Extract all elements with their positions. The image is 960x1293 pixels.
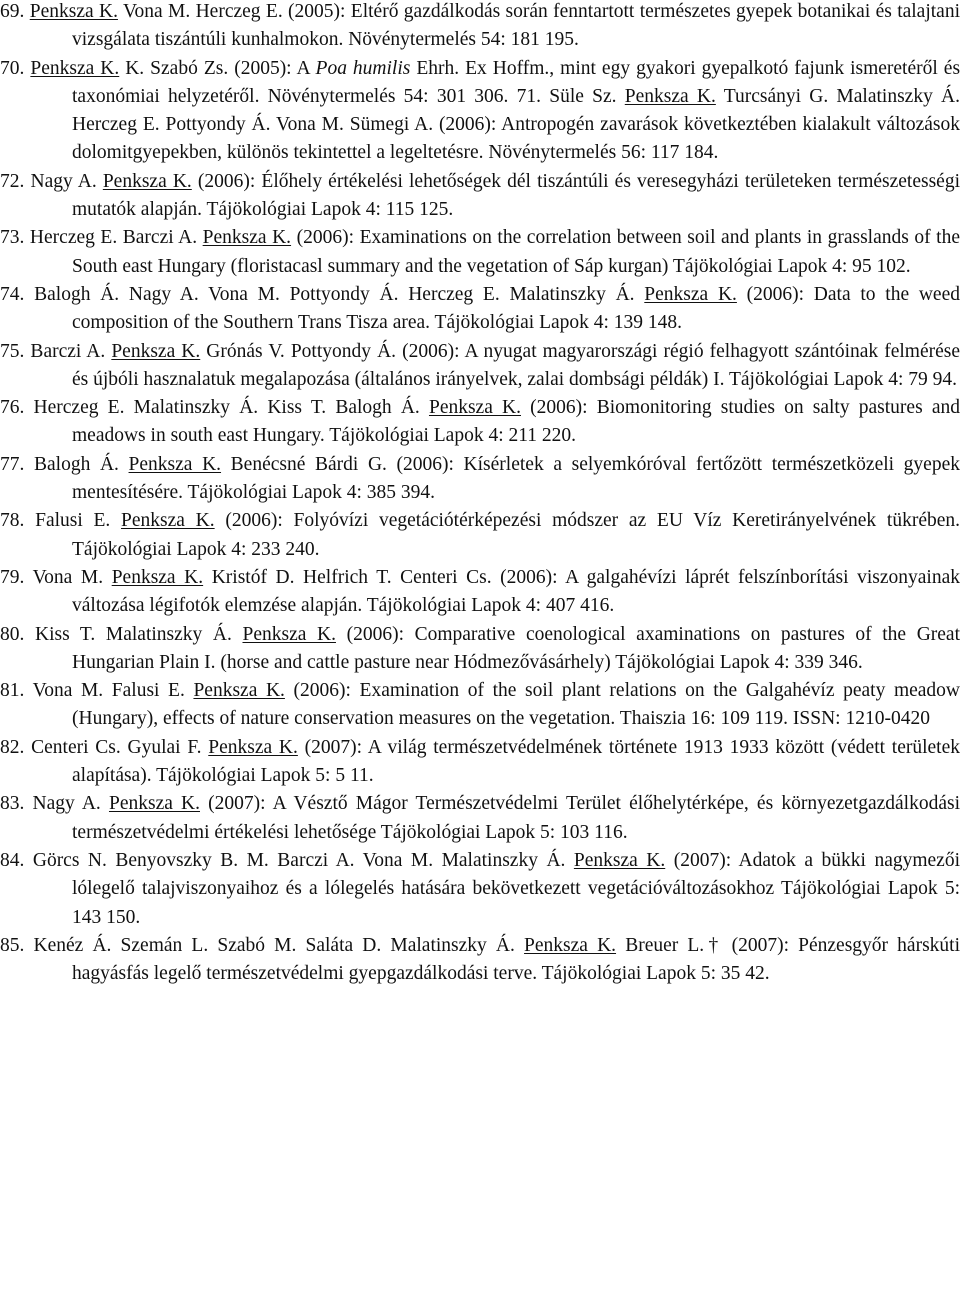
author-highlight: Penksza K. (573, 849, 666, 871)
reference-text: Ehrh. Ex Hoffm., mint egy gyakori gyepalkotó fajunk ismeretéről és taxonómiai helyzetéről. Növénytermelés 54: 301 306. 71. Süle Sz. (72, 57, 960, 107)
reference-text: (2006): Examinations on the correlation between soil and plants in grasslands of the South east Hungary (floristacasl summary and the vegetation of Sáp kurgan) Tájökológiai Lapok 4: 95 102. (72, 227, 960, 277)
author-highlight: Penksza K. (30, 57, 120, 79)
author-highlight: Penksza K. (524, 934, 617, 956)
reference-text: Vona M. (24, 566, 112, 588)
author-highlight: Penksza K. (428, 397, 521, 419)
author-highlight: Penksza K. (208, 736, 298, 758)
reference-entry (0, 621, 960, 678)
reference-text: Centeri Cs. Gyulai F. (24, 736, 209, 758)
reference-entry (0, 790, 960, 847)
reference-number: 69. (0, 1, 25, 22)
author-highlight: Penksza K. (193, 680, 285, 702)
reference-text: (2007): Adatok a bükki nagymezői lólegelő talajviszonyaihoz és a lólegelés hatására bekövetkezett vegetációváltozásokhoz Tájökológiai Lapok 5: 143 150. (72, 849, 960, 928)
reference-number: 82. (0, 736, 25, 758)
reference-entry (0, 564, 960, 621)
reference-number: 72. (0, 170, 25, 192)
reference-text: Görcs N. Benyovszky B. M. Barczi A. Vona M. Malatinszky Á. (24, 849, 574, 871)
reference-text: (2006): Comparative coenological axaminations on pastures of the Great Hungarian Plain I. (horse and cattle pasture near Hódmezővásárhely) Tájökológiai Lapok 4: 339 346. (72, 623, 960, 673)
reference-entry (0, 451, 960, 508)
reference-text: Kiss T. Malatinszky Á. (24, 623, 243, 645)
author-highlight: Penksza K. (128, 453, 222, 475)
reference-entry (0, 0, 960, 55)
reference-text: (2006): Folyóvízi vegetációtérképezési módszer az EU Víz Keretirányelvének tükrében. Tájökológiai Lapok 4: 233 240. (72, 510, 960, 560)
reference-text: Vona M. Falusi E. (24, 680, 194, 702)
reference-number: 85. (0, 934, 25, 956)
author-highlight: Penksza K. (108, 793, 200, 815)
species-name: Poa humilis (315, 57, 411, 79)
reference-entry (0, 847, 960, 932)
reference-number: 70. (0, 57, 25, 79)
reference-text: Falusi E. (24, 510, 122, 532)
reference-entry (0, 168, 960, 225)
reference-text: Herczeg E. Malatinszky Á. Kiss T. Balogh Á. (24, 397, 429, 419)
author-highlight: Penksza K. (202, 227, 292, 249)
reference-text: Balogh Á. (24, 453, 129, 475)
author-highlight: Penksza K. (644, 283, 737, 305)
reference-number: 84. (0, 849, 25, 871)
reference-entry (0, 734, 960, 791)
reference-entry (0, 677, 960, 734)
reference-number: 77. (0, 453, 25, 475)
reference-text: Herczeg E. Barczi A. (24, 227, 203, 249)
reference-entry (0, 55, 960, 168)
reference-text: (2006): Examination of the soil plant relations on the Galgahévíz peaty meadow (Hungary), effects of nature conservation measures on the vegetation. Thaiszia 16: 109 119. ISSN: 1210-0420 (72, 680, 960, 730)
reference-text: Vona M. Herczeg E. (2005): Eltérő gazdálkodás során fenntartott természetes gyepek botanikai és talajtani vizsgálata tiszántúli kunhalmokon. Növénytermelés 54: 181 195. (72, 1, 960, 51)
reference-text: K. Szabó Zs. (2005): A (119, 57, 316, 79)
reference-text: Nagy A. (24, 170, 103, 192)
reference-text: (2006): Data to the weed composition of the Southern Trans Tisza area. Tájökológiai Lapok 4: 139 148. (72, 283, 960, 334)
reference-text: Turcsányi G. Malatinszky Á. Herczeg E. Pottyondy Á. Vona M. Sümegi A. (2006): Antropogén zavarások következtében kialakult változások dolomitgyepekben, különös tekintettel a legeltetésre. Növénytermelés 56: 117 184. (72, 85, 960, 164)
reference-text: (2006): Biomonitoring studies on salty pastures and meadows in south east Hungary. Tájökológiai Lapok 4: 211 220. (72, 397, 960, 447)
reference-text: (2007): A Vésztő Mágor Természetvédelmi Terület élőhelytérképe, és környezetgazdálkodási természetvédelmi értékelési lehetősége Tájökológiai Lapok 5: 103 116. (72, 793, 960, 843)
reference-number: 76. (0, 397, 25, 419)
author-highlight: Penksza K. (29, 1, 118, 22)
reference-number: 80. (0, 623, 25, 645)
reference-entry (0, 224, 960, 281)
author-highlight: Penksza K. (102, 170, 192, 192)
reference-text: Nagy A. (24, 793, 109, 815)
reference-text: Balogh Á. Nagy A. Vona M. Pottyondy Á. Herczeg E. Malatinszky Á. (24, 283, 645, 305)
author-highlight: Penksza K. (624, 85, 716, 107)
reference-text: Grónás V. Pottyondy Á. (2006): A nyugat magyarországi régió felhagyott szántóinak felmérése és újbóli hasznalatuk megalapozása (általános irányelvek, zalai dombsági példák) I. Tájökológiai Lapok 4: 79 94. (72, 340, 960, 390)
reference-entry (0, 507, 960, 564)
author-highlight: Penksza K. (111, 566, 204, 588)
reference-number: 73. (0, 227, 25, 249)
reference-text: Kristóf D. Helfrich T. Centeri Cs. (2006): A galgahévízi láprét felszínborítási viszonyainak változása légifotók elemzése alapján. Tájökológiai Lapok 4: 407 416. (72, 566, 960, 617)
author-highlight: Penksza K. (111, 340, 201, 362)
author-highlight: Penksza K. (242, 623, 336, 645)
reference-number: 83. (0, 793, 25, 815)
reference-number: 75. (0, 340, 25, 362)
reference-entry (0, 932, 960, 989)
author-highlight: Penksza K. (121, 510, 215, 532)
reference-entry (0, 394, 960, 451)
reference-number: 79. (0, 566, 25, 588)
reference-text: Barczi A. (24, 340, 112, 362)
reference-entry (0, 281, 960, 338)
reference-number: 78. (0, 510, 25, 532)
reference-text: Benécsné Bárdi G. (2006): Kísérletek a selyemkóróval fertőzött természetközeli gyepek mentesítésére. Tájökológiai Lapok 4: 385 394. (72, 453, 960, 504)
reference-number: 81. (0, 680, 25, 702)
reference-entry (0, 338, 960, 395)
reference-text: Kenéz Á. Szemán L. Szabó M. Saláta D. Malatinszky Á. (24, 934, 525, 956)
reference-number: 74. (0, 283, 25, 305)
reference-text: (2006): Élőhely értékelési lehetőségek dél tiszántúli és veresegyházi területeken természetességi mutatók alapján. Tájökológiai Lapok 4: 115 125. (72, 170, 960, 221)
reference-text: (2007): A világ természetvédelmének története 1913 1933 között (védett területek alapítása). Tájökológiai Lapok 5: 5 11. (72, 736, 960, 787)
reference-text: Breuer L.† (2007): Pénzesgyőr hárskúti hagyásfás legelő természetvédelmi gyepgazdálkodási terve. Tájökológiai Lapok 5: 35 42. (72, 934, 960, 985)
